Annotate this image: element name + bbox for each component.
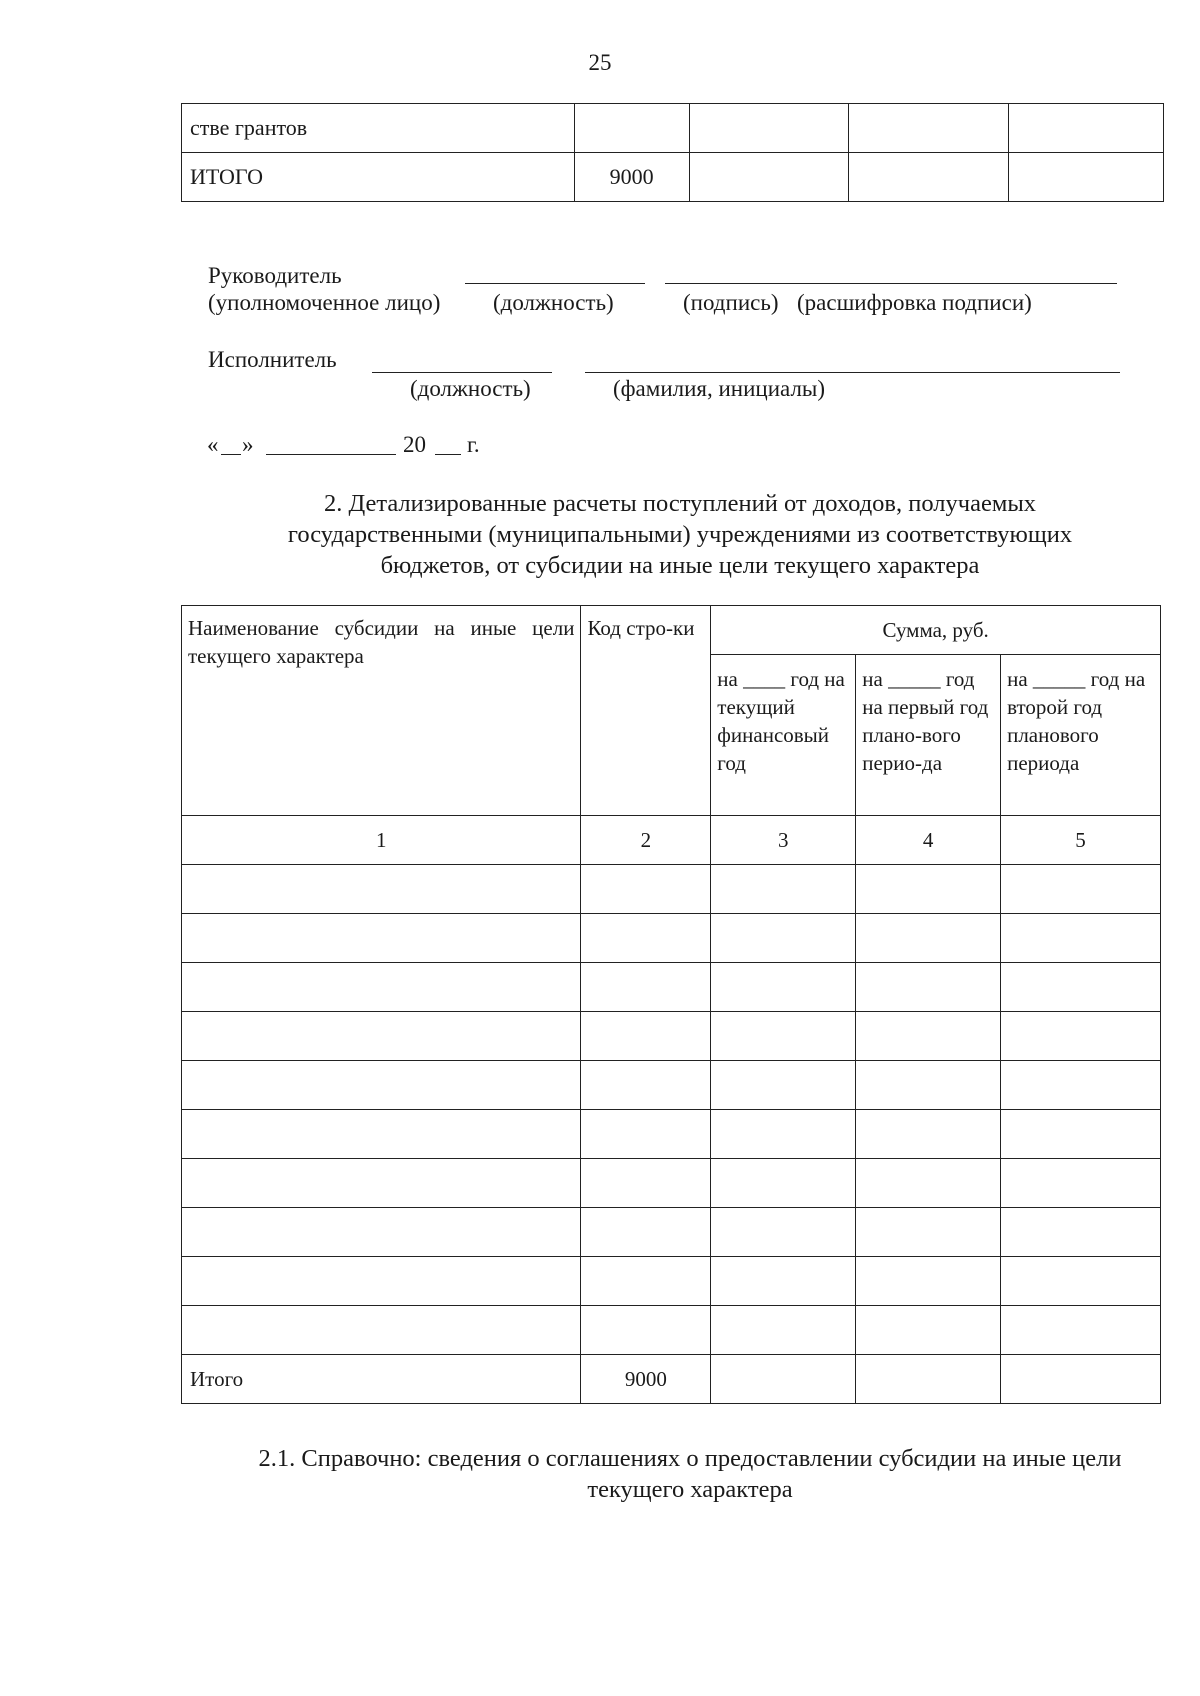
year-desc: на второй год планового периода [1007, 667, 1146, 775]
empty-cell [581, 1306, 711, 1355]
empty-cell [711, 865, 856, 914]
date-open-quote: « [207, 432, 219, 457]
empty-cell [1001, 1306, 1161, 1355]
table-row [182, 914, 1161, 963]
empty-cell [711, 1257, 856, 1306]
empty-cell [1001, 1355, 1161, 1404]
empty-cell [856, 865, 1001, 914]
empty-cell [856, 1061, 1001, 1110]
column-number: 3 [711, 816, 856, 865]
year-blank: _____ [888, 667, 941, 691]
total-label: Итого [182, 1355, 581, 1404]
executor-name-caption: (фамилия, инициалы) [613, 376, 826, 401]
empty-cell [1009, 104, 1164, 153]
date-month-line [266, 454, 396, 455]
year-desc: на текущий финансовый год [717, 667, 845, 775]
empty-cell [856, 1012, 1001, 1061]
decryption-caption: (расшифровка подписи) [797, 290, 1032, 315]
section-2-title-line: 2. Детализированные расчеты поступлений от доходов, получаемых [323, 490, 1037, 517]
empty-cell [182, 963, 581, 1012]
table-row [182, 1061, 1161, 1110]
table-row [182, 153, 1164, 202]
column-number: 1 [182, 816, 581, 865]
header-year-second [1001, 655, 1161, 816]
total-row [182, 1355, 1161, 1404]
empty-cell [581, 914, 711, 963]
year-desc: на первый год плано-вого перио-да [862, 695, 989, 775]
signature-caption: (подпись) [683, 290, 779, 315]
empty-cell [581, 1208, 711, 1257]
empty-cell [182, 1257, 581, 1306]
year-prefix: на [862, 667, 883, 691]
empty-cell [182, 914, 581, 963]
column-number: 5 [1001, 816, 1161, 865]
executor-label: Исполнитель [208, 347, 337, 372]
page-number: 25 [588, 50, 612, 75]
empty-cell [711, 1061, 856, 1110]
header-name: Наименование субсидии на иные цели текущего характера [182, 606, 581, 816]
executor-name-line [585, 372, 1120, 373]
header-row [182, 606, 1161, 655]
header-year-current [711, 655, 856, 816]
empty-cell [1001, 963, 1161, 1012]
empty-cell [1001, 1257, 1161, 1306]
empty-cell [182, 1110, 581, 1159]
empty-cell [581, 1012, 711, 1061]
total-value: 9000 [581, 1355, 711, 1404]
subsidy-table [181, 605, 1161, 1404]
empty-cell [581, 1159, 711, 1208]
empty-cell [182, 1306, 581, 1355]
date-year-line [435, 454, 461, 455]
year-blank: _____ [1032, 667, 1086, 691]
empty-cell [849, 153, 1009, 202]
executor-position-line [372, 372, 552, 373]
table-row [182, 1110, 1161, 1159]
table-row [182, 865, 1161, 914]
section-2-title-line: бюджетов, от субсидии на иные цели текущего характера [380, 552, 980, 579]
top-table [181, 103, 1164, 202]
total-value: 9000 [574, 153, 689, 202]
empty-cell [1001, 1110, 1161, 1159]
empty-cell [856, 1208, 1001, 1257]
empty-cell [182, 1061, 581, 1110]
empty-cell [711, 914, 856, 963]
empty-cell [1001, 1061, 1161, 1110]
table-row [182, 1257, 1161, 1306]
column-number-row [182, 816, 1161, 865]
position-line [465, 283, 645, 284]
section-2-1-title [190, 1443, 1190, 1505]
empty-cell [182, 1159, 581, 1208]
empty-cell [711, 1355, 856, 1404]
year-suffix: год [945, 667, 975, 691]
section-2-title-line: государственными (муниципальными) учреждениями из соответствующих [287, 521, 1073, 548]
empty-cell [581, 1061, 711, 1110]
empty-cell [1001, 865, 1161, 914]
empty-cell [1001, 1012, 1161, 1061]
empty-cell [581, 1257, 711, 1306]
head-label: Руководитель [208, 263, 342, 288]
header-sum: Сумма, руб. [711, 606, 1161, 655]
section-2-title [190, 488, 1170, 581]
empty-cell [689, 153, 849, 202]
empty-cell [856, 1257, 1001, 1306]
year-suffix: год [1090, 667, 1120, 691]
table-row [182, 963, 1161, 1012]
empty-cell [856, 1306, 1001, 1355]
empty-cell [1001, 1159, 1161, 1208]
date-year-prefix: 20 [403, 432, 426, 457]
column-number: 2 [581, 816, 711, 865]
empty-cell [711, 963, 856, 1012]
empty-cell [182, 865, 581, 914]
empty-cell [1009, 153, 1164, 202]
header-year-first [856, 655, 1001, 816]
empty-cell [711, 1012, 856, 1061]
total-label: ИТОГО [182, 153, 575, 202]
date-close-quote: » [242, 432, 254, 457]
empty-cell [856, 1355, 1001, 1404]
section-2-1-title-line: текущего характера [587, 1476, 793, 1503]
empty-cell [711, 1159, 856, 1208]
year-prefix: на [1007, 667, 1028, 691]
table-row [182, 1012, 1161, 1061]
year-suffix: год [790, 667, 820, 691]
empty-cell [1001, 1208, 1161, 1257]
table-row [182, 1159, 1161, 1208]
empty-cell [581, 963, 711, 1012]
table-row [182, 1208, 1161, 1257]
date-day-line [221, 454, 241, 455]
year-prefix: на [717, 667, 738, 691]
head-sub-label: (уполномоченное лицо) [208, 290, 441, 315]
date-suffix: г. [467, 432, 480, 457]
table-row [182, 104, 1164, 153]
section-2-1-title-line: 2.1. Справочно: сведения о соглашениях о предоставлении субсидии на иные цели [258, 1445, 1122, 1472]
empty-cell [1001, 914, 1161, 963]
year-blank: ____ [743, 667, 786, 691]
empty-cell [856, 914, 1001, 963]
column-number: 4 [856, 816, 1001, 865]
empty-cell [711, 1306, 856, 1355]
table-row [182, 1306, 1161, 1355]
header-code: Код стро-ки [581, 606, 711, 816]
empty-cell [182, 1012, 581, 1061]
empty-cell [856, 1159, 1001, 1208]
position-caption: (должность) [493, 290, 614, 315]
empty-cell [581, 1110, 711, 1159]
empty-cell [849, 104, 1009, 153]
empty-cell [581, 865, 711, 914]
row-value [574, 104, 689, 153]
empty-cell [711, 1110, 856, 1159]
signature-line [665, 283, 1117, 284]
empty-cell [689, 104, 849, 153]
empty-cell [856, 1110, 1001, 1159]
empty-cell [856, 963, 1001, 1012]
row-label: стве грантов [182, 104, 575, 153]
empty-cell [182, 1208, 581, 1257]
empty-cell [711, 1208, 856, 1257]
executor-position-caption: (должность) [410, 376, 531, 401]
